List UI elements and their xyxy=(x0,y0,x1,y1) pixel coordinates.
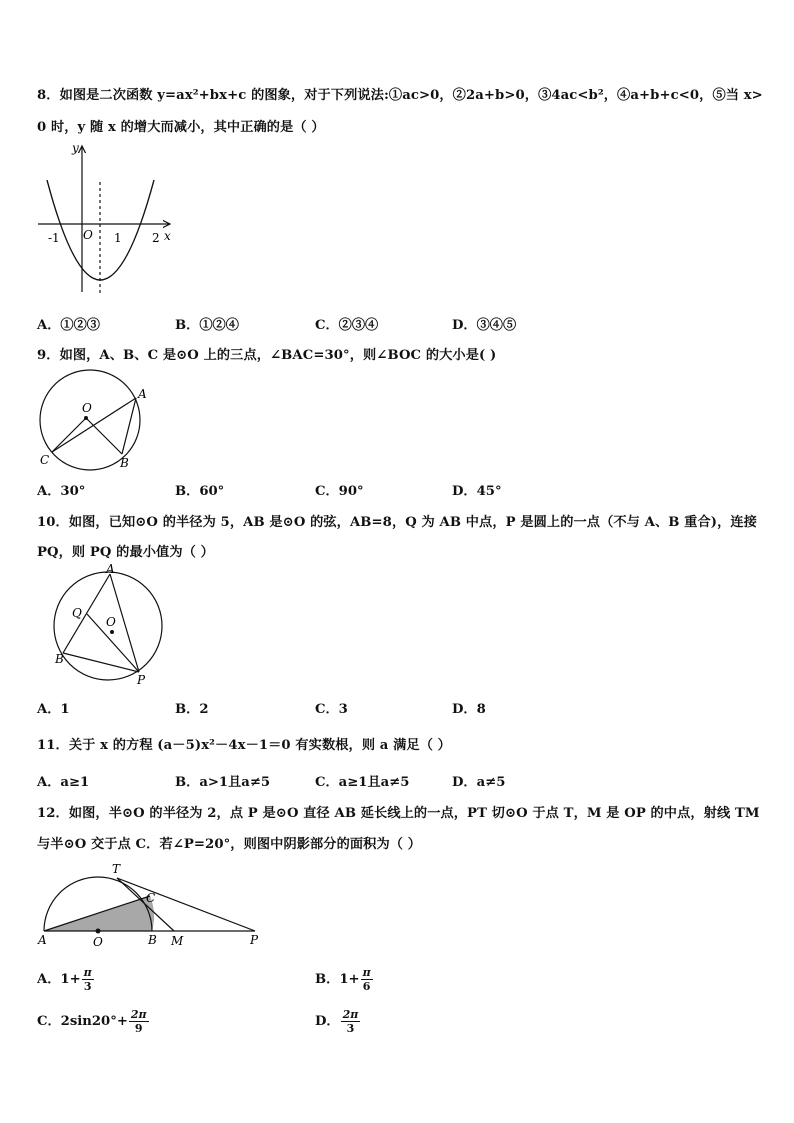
label-o: O xyxy=(106,615,116,629)
label-o: O xyxy=(82,401,92,415)
segment-bp xyxy=(63,653,139,672)
tick-1: 1 xyxy=(114,231,122,245)
tick-2: 2 xyxy=(152,231,160,245)
circle-o xyxy=(40,370,140,470)
q10-option-b[interactable]: B．2 xyxy=(175,702,209,717)
segment-oc xyxy=(52,418,86,452)
label-c: C xyxy=(40,453,50,467)
x-axis-label: x xyxy=(164,229,171,243)
q9-option-a[interactable]: A．30° xyxy=(37,484,86,499)
q8-stem-line1: 8．如图是二次函数 y=ax²+bx+c 的图象，对于下列说法:①ac>0，②2a+b>0，③4ac<b²，④a+b+c<0，⑤当 x> xyxy=(37,88,763,103)
label-m: M xyxy=(171,934,184,948)
q12-stem-line2: 与半⊙O 交于点 C．若∠P=20°，则图中阴影部分的面积为（ ） xyxy=(37,837,422,852)
q8-option-c[interactable]: C．②③④ xyxy=(315,318,379,333)
option-a-fraction: $\frac{\pi}{3}$ xyxy=(83,966,92,993)
q11-option-d[interactable]: D．a≠5 xyxy=(452,775,506,790)
option-b-fraction: $\frac{\pi}{6}$ xyxy=(362,966,371,993)
q10-option-d[interactable]: D．8 xyxy=(452,702,486,717)
q9-stem-line1: 9．如图，A、B、C 是⊙O 上的三点，∠BAC=30°，则∠BOC 的大小是( ) xyxy=(37,348,497,363)
label-b: B xyxy=(55,652,64,666)
q10-option-c[interactable]: C．3 xyxy=(315,702,348,717)
option-b-prefix: B．1+ xyxy=(315,972,360,987)
q11-stem-line1: 11．关于 x 的方程 (a－5)x²－4x－1＝0 有实数根，则 a 满足（ ） xyxy=(37,738,451,753)
q12-option-a[interactable] xyxy=(37,966,94,993)
q10-stem-line1: 10．如图，已知⊙O 的半径为 5，AB 是⊙O 的弦，AB=8，Q 为 AB 中点，P 是圆上的一点（不与 A、B 重合)，连接 xyxy=(37,515,757,530)
option-d-prefix: D． xyxy=(315,1014,340,1029)
center-dot xyxy=(84,416,88,420)
label-c: C xyxy=(146,891,156,905)
option-c-fraction: $\frac{2\pi}{9}$ xyxy=(130,1008,147,1035)
label-b: B xyxy=(148,933,157,947)
q12-option-b[interactable] xyxy=(315,966,373,993)
q9-option-b[interactable]: B．60° xyxy=(175,484,225,499)
q8-parabola-figure xyxy=(30,140,180,300)
label-t: T xyxy=(112,862,121,876)
origin-label: O xyxy=(83,228,93,242)
center-dot xyxy=(96,929,101,934)
label-a: A xyxy=(106,564,115,576)
q12-option-d[interactable] xyxy=(315,1008,360,1035)
option-a-prefix: A．1+ xyxy=(37,972,81,987)
label-o: O xyxy=(93,935,103,949)
q8-stem-line2: 0 时，y 随 x 的增大而减小，其中正确的是（ ） xyxy=(37,120,325,135)
label-b: B xyxy=(120,456,129,470)
q8-option-d[interactable]: D．③④⑤ xyxy=(452,318,517,333)
q12-semicircle-figure xyxy=(34,858,274,950)
q12-option-c[interactable] xyxy=(37,1008,149,1035)
q10-option-a[interactable]: A．1 xyxy=(37,702,70,717)
q8-option-a[interactable]: A．①②③ xyxy=(37,318,100,333)
q9-circle-figure xyxy=(34,368,149,473)
label-p: P xyxy=(137,673,146,687)
q9-option-c[interactable]: C．90° xyxy=(315,484,364,499)
segment-ac xyxy=(52,398,136,452)
q11-option-a[interactable]: A．a≥1 xyxy=(37,775,90,790)
y-axis-label: y xyxy=(72,141,79,155)
q10-stem-line2: PQ，则 PQ 的最小值为（ ） xyxy=(37,545,214,560)
q9-option-d[interactable]: D．45° xyxy=(452,484,502,499)
q11-option-c[interactable]: C．a≥1且a≠5 xyxy=(315,775,410,790)
q8-option-b[interactable]: B．①②④ xyxy=(175,318,239,333)
q11-option-b[interactable]: B．a>1且a≠5 xyxy=(175,775,271,790)
label-p: P xyxy=(250,933,259,947)
tick-neg1: -1 xyxy=(48,231,60,245)
option-d-fraction: $\frac{2\pi}{3}$ xyxy=(342,1008,359,1035)
q10-circle-figure xyxy=(50,564,170,688)
chord-ab xyxy=(63,574,110,653)
label-q: Q xyxy=(72,606,82,620)
label-a: A xyxy=(38,933,47,947)
center-dot xyxy=(110,630,114,634)
label-a: A xyxy=(138,387,147,401)
q12-stem-line1: 12．如图，半⊙O 的半径为 2，点 P 是⊙O 直径 AB 延长线上的一点，PT 切⊙O 于点 T，M 是 OP 的中点，射线 TM xyxy=(37,806,760,821)
segment-ab xyxy=(122,398,136,454)
segment-ob xyxy=(86,418,122,454)
option-c-prefix: C．2sin20°+ xyxy=(37,1014,128,1029)
